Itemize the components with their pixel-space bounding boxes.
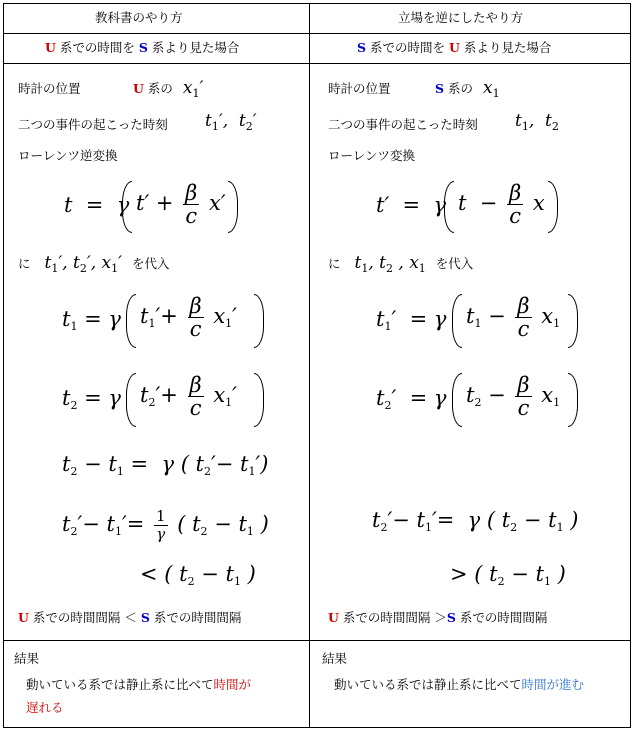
column-divider	[309, 3, 310, 728]
left-clock-system: U 系の $x_1'$	[133, 78, 204, 100]
subheader-left: U 系での時間を S 系より見た場合	[45, 40, 240, 55]
header-left: 教科書のやり方	[95, 10, 183, 25]
right-substitute-line: に $t_1$, $t_2$ , $x_1$ を代入	[328, 253, 474, 275]
right-conclusion-title: 結果	[322, 651, 348, 666]
left-eq-inverse: $t_2'- t_1'=$ $\frac{1}{\gamma}$ ( $t_2 - t_1$ )	[62, 507, 269, 543]
row-divider	[3, 640, 631, 641]
right-clock-label: 時計の位置	[328, 81, 391, 96]
right-eq-inequality: > ( $t_2 - t_1$ )	[450, 562, 566, 588]
right-eq-transform: t′ = γ	[376, 193, 447, 217]
left-conclusion-highlight: 遅れる	[26, 700, 64, 715]
s-system-label: S	[357, 40, 367, 55]
subheader-right: S 系での時間を U 系より見た場合	[357, 40, 552, 55]
right-conclusion-text: 動いている系では静止系に比べて時間が進む	[334, 677, 585, 692]
u-system-label: U	[45, 40, 56, 55]
right-event-times: $t_1$, $t_2$	[515, 111, 559, 133]
left-transform-label: ローレンツ逆変換	[18, 148, 118, 163]
left-eq-difference: $t_2 - t_1 = \gamma$ ( $t_2'- t_1'$)	[62, 452, 269, 478]
right-result-line: U 系での時間間隔 ＞S 系での時間間隔	[328, 610, 548, 625]
left-eq-t2: $t_2 = \gamma$	[62, 386, 121, 412]
right-eq-t2: $t_2' = \gamma$	[376, 386, 447, 412]
right-transform-label: ローレンツ変換	[328, 148, 415, 163]
right-eq-difference: $t_2'- t_1'= \gamma$ ( $t_2 - t_1$ )	[372, 508, 579, 534]
right-clock-system: S 系の $x_1$	[435, 78, 500, 100]
left-eq-inequality: < ( $t_2 - t_1$ )	[140, 562, 256, 588]
left-eq-transform: t = γ	[64, 193, 130, 217]
right-events-label: 二つの事件の起こった時刻	[328, 117, 478, 132]
right-eq-t1: $t_1' = \gamma$	[376, 307, 447, 333]
left-events-label: 二つの事件の起こった時刻	[18, 117, 168, 132]
row-divider	[3, 33, 631, 34]
s-system-label: S	[138, 40, 148, 55]
left-event-times: $t_1'$, $t_2'$	[205, 111, 257, 133]
left-conclusion-text: 動いている系では静止系に比べて時間が	[26, 677, 252, 692]
left-eq-t1: $t_1 = \gamma$	[62, 307, 121, 333]
left-substitute-line: に $t_1'$, $t_2'$, $x_1'$ を代入	[18, 253, 170, 275]
left-result-line: U 系での時間間隔 ＜ S 系での時間間隔	[18, 610, 242, 625]
header-right: 立場を逆にしたやり方	[398, 10, 524, 25]
left-conclusion-title: 結果	[14, 651, 40, 666]
u-system-label: U	[448, 40, 460, 55]
left-clock-label: 時計の位置	[18, 81, 81, 96]
row-divider	[3, 63, 631, 64]
